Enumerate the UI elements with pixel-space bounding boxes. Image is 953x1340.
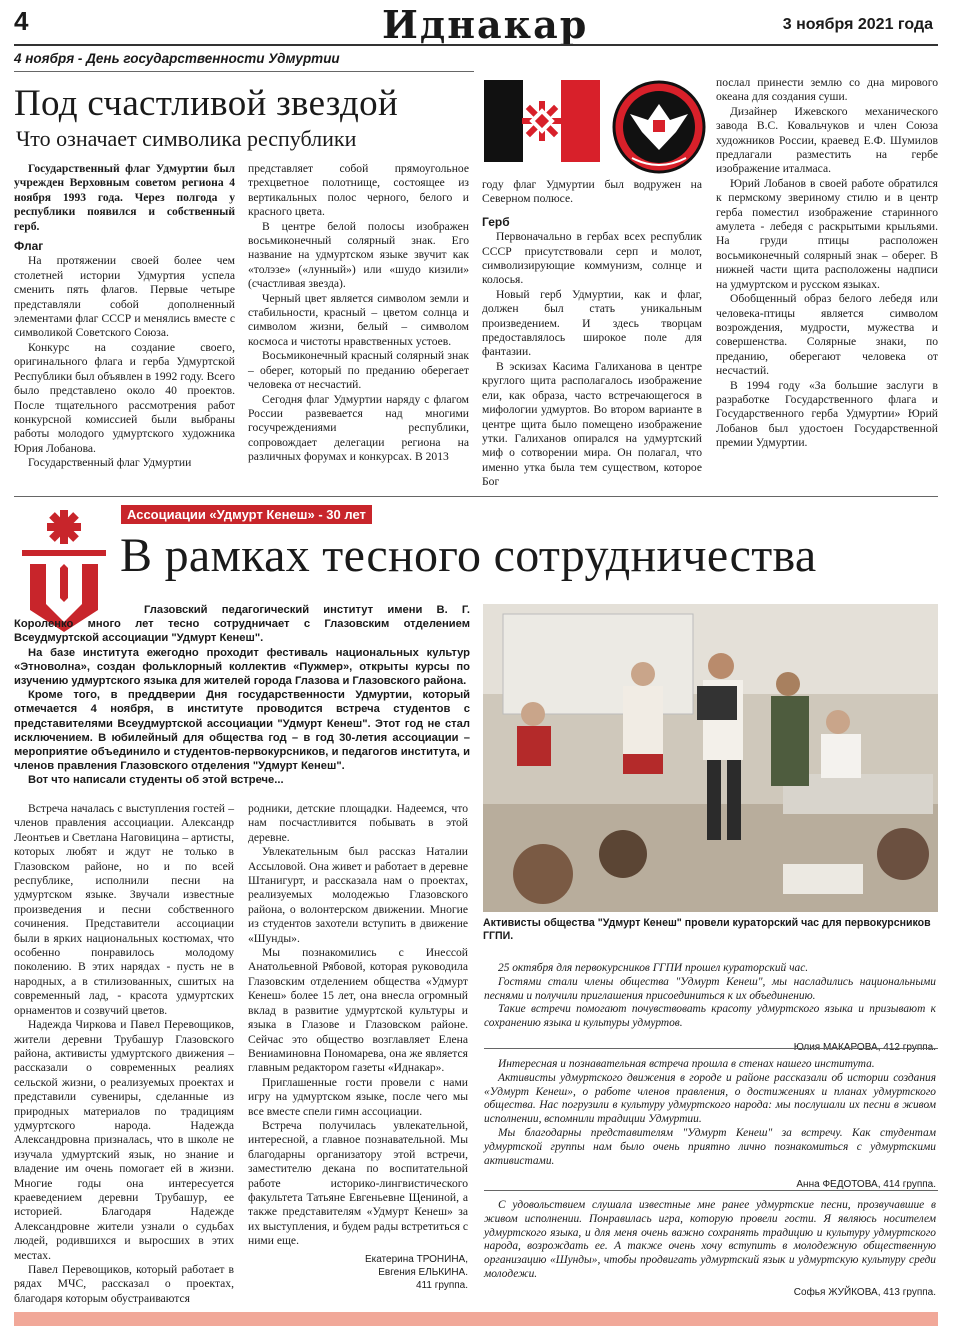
review-signature: Юлия МАКАРОВА, 412 группа. [793, 1041, 936, 1053]
paragraph: Павел Перевощиков, который работает в рядах МЧС, рассказал о проектах, благодаря которым обустраиваются [14, 1263, 234, 1305]
heading-gerb: Герб [482, 214, 510, 229]
paragraph: Увлекательным был рассказ Наталии Ассыловой. Она живет и работает в деревне Штанигурт, и рассказала нам о проектах, реализуемых молодежью Глазовского района, о волонтерском движении. Многие из студентов захотели вступить в движение «Шунды». [248, 845, 468, 945]
paragraph: Черный цвет является символом земли и стабильности, красный – цветом солнца и символом жизни, белый – символом космоса и чистоты нравственных устоев. [248, 291, 469, 348]
review-paragraph: Гостями стали члены общества "Удмурт Кенеш", мы насладились национальными песнями и получили приглашения присоединиться к их объединению. [484, 975, 936, 1002]
paragraph: Дизайнер Ижевского механического завода В.С. Ковальчуков и член Союза художников России, краевед Е.Ф. Шумилов предлагали разместить на гербе изображение италмаса. [716, 104, 938, 176]
paragraph: Государственный флаг Удмуртии [28, 456, 192, 470]
paragraph: Мы познакомились с Инессой Анатольевной Рябовой, которая руководила Глазовским отделением общества «Удмурт Кенеш» более 15 лет, она внесла огромный вклад в развитие удмуртской культуры и языка в Глазове и Глазовском районе. Сейчас это общество возглавляет Елена Вениаминовна Пономарева, она же является главным редактором газеты «Иднакар». [248, 946, 468, 1075]
article2-title: В рамках тесного сотрудничества [120, 529, 817, 582]
review-paragraph: 25 октября для первокурсников ГГПИ прошел кураторский час. [498, 962, 809, 974]
paragraph: Первоначально в гербах всех республик СССР присутствовали серп и молот, символизирующие коммунизм, солнце и колосья. [482, 230, 702, 287]
paragraph: На протяжении своей более чем столетней истории Удмуртия успела сменить пять флагов. Первые четыре представляли собой дополненный элементами флаг СССР и менялись вместе с символикой Советского Союза. [14, 254, 235, 340]
lead-paragraph: Кроме того, в преддверии Дня государственности Удмуртии, который отмечается 4 ноября, в институте проводится встреча студентов с представителями Всеудмуртской ассоциации "Удмурт Кенеш". Этот год не стал исключением. В юбилейный для общества год – в год 30-летия ассоциации – мероприятие объединило и студентов-первокурсников, и педагогов института, и членов правления Глазовского отделения "Удмурт Кенеш". [14, 689, 470, 773]
article1-column-3 [482, 178, 702, 490]
article1-column-2 [248, 162, 469, 465]
review-paragraph: Мы благодарны представителям "Удмурт Кенеш" за встречу. Как студентам удмуртской группы нам было очень приятно лично познакомиться с удмуртскими активистами. [484, 1126, 936, 1167]
lead-paragraph: Вот что написали студенты об этой встрече... [28, 774, 284, 787]
newspaper-name: Иднакар [382, 2, 589, 47]
article2-column-2 [248, 802, 468, 1292]
issue-date: 3 ноября 2021 года [782, 16, 933, 33]
paragraph: Новый герб Удмуртии, как и флаг, должен был стать уникальным произведением. И здесь творцам предоставлялось широкое поле для фантазии. [482, 287, 702, 359]
paragraph: В эскизах Касима Галиханова в центре круглого щита располагалось изображение ели, как образа, часто встречающегося в мифологии удмуртов. Во втором варианте в центре щита было помещено изображение утки. Галиханов опирался на удмуртский миф о сотворении мира. Он полагал, что именно утка была тем существом, которое Бог [482, 359, 702, 489]
review-paragraph: Интересная и познавательная встреча прошла в стенах нашего института. [498, 1058, 875, 1070]
review-paragraph: Активисты удмуртского движения в городе и районе рассказали об истории создания «Удмурт Кенеш», о работе членов правления, о достижениях и планах удмуртского общества. Нас погрузили в культуру удмуртского народа: мы послушали их песни в живом исполнении, вспомнили традиции Удмуртии. [484, 1071, 936, 1126]
signature-group: 411 группа. [416, 1279, 468, 1291]
page-number: 4 [14, 6, 29, 36]
paragraph: Приглашенные гости провели с нами игру на удмуртском языке, после чего мы все вместе спели гимн ассоциации. [248, 1075, 468, 1118]
paragraph: году флаг Удмуртии был водружен на Северном полюсе. [482, 178, 702, 206]
paragraph: послал принести землю со дна мирового океана для создания суши. [716, 76, 938, 104]
section-rubric: 4 ноября - День государственности Удмуртии [14, 51, 340, 66]
paragraph: В 1994 году «За большие заслуги в разработке Государственного флага и Государственного герба Удмуртии» Юрий Лобанов был удостоен Государственной премии Удмуртии. [716, 378, 938, 450]
bottom-band [14, 1312, 938, 1326]
review-2 [484, 1058, 936, 1191]
lead-paragraph: На базе института ежегодно проходит фестиваль национальных культур «Этноволна», создан фольклорный коллектив «Пужмер», открыты курсы по изучению удмуртского языка для жителей города Глазова и Глазовского района. [14, 646, 470, 688]
article1-lead: Государственный флаг Удмуртии был учрежден Верховным советом региона 4 ноября 1993 года. Через полгода у республики появился и собственный герб. [14, 162, 235, 233]
paragraph: Юрий Лобанов в своей работе обратился к пермскому звериному стилю и в центр герба поместил изображение старинного амулета - лебедя с раскрытыми крыльями. На груди птицы расположен восьмиконечный солярный знак – оберег. В нижней части щита расположены надписи на удмуртском и русском языках. [716, 176, 938, 291]
article1-column-4 [716, 76, 938, 451]
header-rule [14, 44, 938, 46]
signature [248, 1253, 468, 1292]
signature-name: Евгения ЕЛЬКИНА. [378, 1266, 468, 1278]
review-paragraph: С удовольствием слушала известные мне ранее удмуртские песни, прозвучавшие в живом исполнении. Понравилась игра, которую провели гости. Я являюсь носителем удмуртского языка, и для меня очень важно сохранять традицию и культуру удмуртского народа, возрождать ее. А также очень хочу вступить в молодежную общественную организацию «Шунды», чтобы продвигать удмуртский язык и удмуртскую культуру среди молодежи. [484, 1199, 936, 1280]
paragraph: Встреча началась с выступления гостей – членов правления ассоциации. Александр Леонтьев и Светлана Наговицина – артисты, которых любят и ждут не только в Глазовском районе, но и по всей республике, исполнили песни на удмуртском языке. Звучали известные произведения и песни собственного сочинения. Представители ассоциации были в ярких национальных костюмах, что особенно понравилось молодому поколению. В этих нарядах - пусть не в народных, а в стилизованных, сшитых на современный лад, - красота удмуртских орнаментов и созвучий цветов. [14, 802, 234, 1017]
review-divider [484, 1048, 938, 1049]
paragraph: родники, детские площадки. Надеемся, что нам посчастливится побывать в этой деревне. [248, 802, 468, 844]
article2-rubric: Ассоциации «Удмурт Кенеш» - 30 лет [121, 505, 372, 524]
rubric-rule [14, 71, 474, 72]
review-paragraph: Такие встречи помогают почувствовать красоту удмуртского языка и призывают к сохранению языка и культуры удмуртов. [484, 1003, 936, 1030]
paragraph: Конкурс на создание своего, оригинального флага и герба Удмуртской Республики был объявлен в 1992 году. Всего было представлено около 40 проектов. После тщательного рассмотрения работ конкурсной комиссией были выбраны работы молодого удмуртского художника Юрия Лобанова. [14, 340, 235, 455]
article2-lead [14, 603, 470, 788]
paragraph: Обобщенный образ белого лебедя или человека-птицы является символом возрождения, мудрости, мужества и совершенства. Солярные знаки, по преданию, оберегают человека от несчастий. [716, 292, 938, 378]
paragraph: Сегодня флаг Удмуртии наряду с флагом России развевается над многими госучреждениями республики, сопровождает делегации региона на различных форумах и конкурсах. В 2013 [248, 392, 469, 464]
article2-column-1 [14, 802, 234, 1306]
udmurt-coat-of-arms-icon [612, 80, 706, 174]
review-1 [484, 962, 936, 1054]
article1-column-1 [14, 162, 235, 471]
review-3 [484, 1199, 936, 1299]
review-signature: Анна ФЕДОТОВА, 414 группа. [796, 1179, 936, 1191]
photo-caption: Активисты общества "Удмурт Кенеш" провели кураторский час для первокурсников ГГПИ. [483, 917, 931, 942]
paragraph: Восьмиконечный красный солярный знак – оберег, который по преданию оберегает человека от несчастий. [248, 349, 469, 392]
event-photo [483, 604, 938, 912]
article-divider [14, 496, 938, 497]
heading-flag: Флаг [14, 239, 44, 254]
review-divider [484, 1190, 938, 1191]
paragraph: Надежда Чиркова и Павел Перевощиков, жители деревни Трубашур Глазовского района, активисты удмуртского движения – рассказали о современных реалиях сельской жизни, о реализуемых проектах и представили сувениры, сделанные из природных материалов по традициям удмуртского народа. Надежда Александровна призналась, что в школе не изучала удмуртский язык, но знание и владение им очень помогает ей в жизни. Многие годы она интересуется краеведением деревни Трубашур, ее историей. Благодаря Надежде Александровне жители узнали о судьбах людей, родившихся и выросших в этих местах. [14, 1018, 234, 1262]
paragraph: представляет собой прямоугольное трехцветное полотнище, состоящее из вертикальных полос черного, белого и красного цвета. [248, 162, 469, 219]
paragraph: В центре белой полосы изображен восьмиконечный солярный знак. Его название на удмуртском языке звучит как «толэзе» («лунный») или «шудо кизили» (счастливая звезда). [248, 219, 469, 291]
review-signature: Софья ЖУЙКОВА, 413 группа. [793, 1286, 936, 1298]
article1-title: Под счастливой звездой [14, 83, 399, 124]
lead-paragraph: Глазовский педагогический институт имени В. Г. Короленко много лет тесно сотрудничает с Глазовским отделением Всеудмуртской ассоциации "Удмурт Кенеш". [14, 604, 470, 645]
signature-name: Екатерина ТРОНИНА, [364, 1253, 468, 1265]
article1-subtitle: Что означает символика республики [16, 126, 357, 151]
paragraph: Встреча получилась увлекательной, интересной, а главное познавательной. Мы благодарны организатору этой встречи, заместителю декана по воспитательной работе историко-лингвистического факультета Татьяне Евгеньевне Щениной, а также представителям «Удмурт Кенеш» за их выступления, и будем рады встретиться с ними еще. [248, 1118, 468, 1248]
udmurt-flag-icon [484, 80, 600, 162]
